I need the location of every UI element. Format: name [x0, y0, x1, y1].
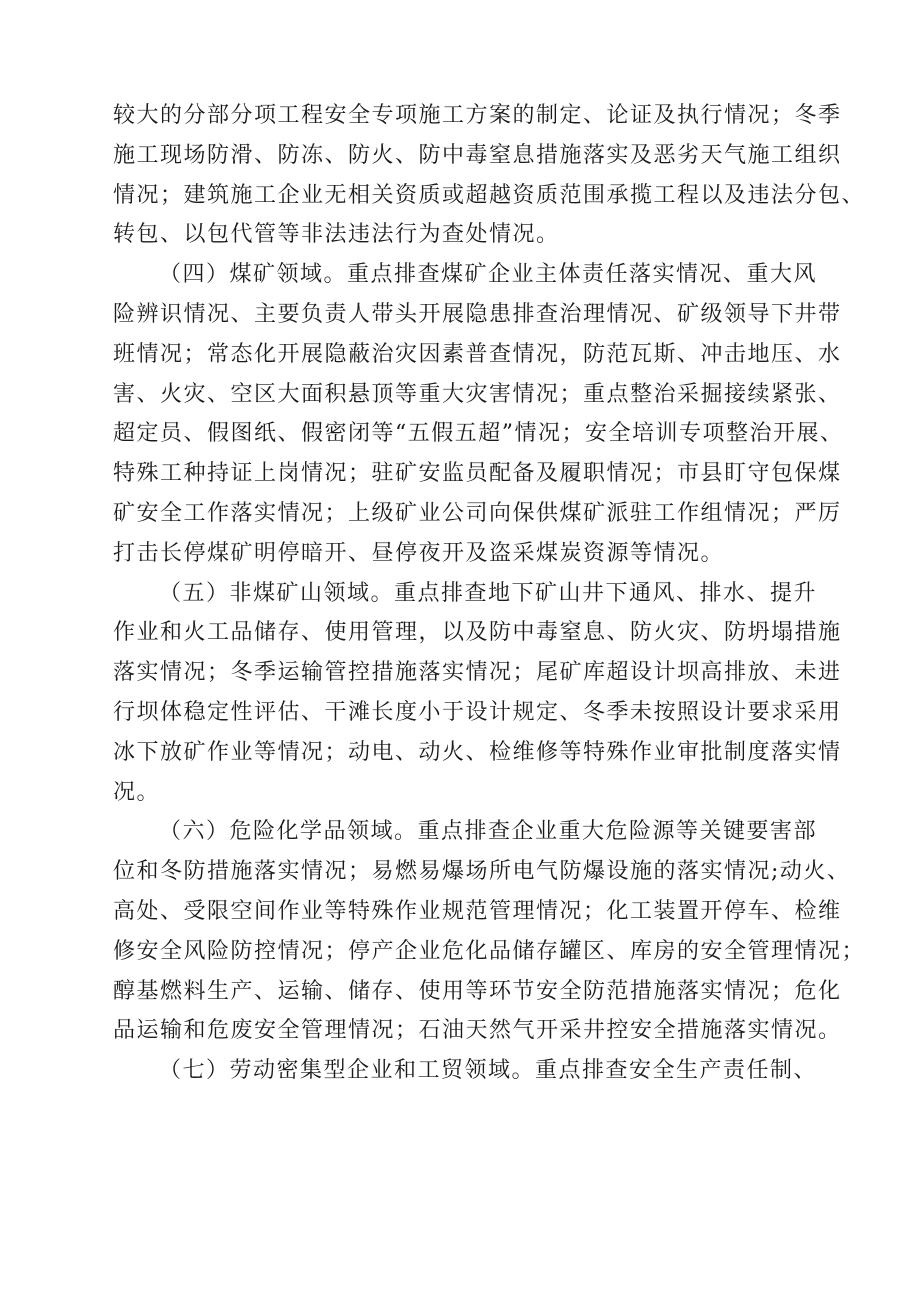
text-line: 位和冬防措施落实情况；易燃易爆场所电气防爆设施的落实情况;动火、	[113, 859, 851, 885]
text-line: 害、火灾、空区大面积悬顶等重大灾害情况；重点整治采掘接续紧张、	[113, 381, 842, 407]
text-line: 超定员、假图纸、假密闭等“五假五超”情况；安全培训专项整治开展、	[113, 421, 844, 447]
text-line: 施工现场防滑、防冻、防火、防中毒窒息措施落实及恶劣天气施工组织	[113, 142, 842, 168]
text-line: 险辨识情况、主要负责人带头开展隐患排查治理情况、矿级领导下井带	[113, 301, 842, 327]
document-body	[113, 96, 866, 1091]
text-line: 品运输和危废安全管理情况；石油天然气开采井控安全措施落实情况。	[113, 1018, 842, 1044]
paragraph-labor-intensive	[113, 1051, 833, 1091]
text-line: （五）非煤矿山领域。重点排查地下矿山井下通风、排水、提升	[159, 580, 818, 606]
text-line: 班情况；常态化开展隐蔽治灾因素普查情况，防范瓦斯、冲击地压、水	[113, 341, 842, 367]
text-line: 落实情况；冬季运输管控措施落实情况；尾矿库超设计坝高排放、未进	[113, 660, 842, 686]
paragraph-hazardous-chemicals	[113, 812, 866, 1051]
text-line: 高处、受限空间作业等特殊作业规范管理情况；化工装置开停车、检维	[113, 898, 842, 924]
text-line: 修安全风险防控情况；停产企业危化品储存罐区、库房的安全管理情况；	[113, 938, 866, 964]
text-line: 矿安全工作落实情况；上级矿业公司向保供煤矿派驻工作组情况；严厉	[113, 500, 842, 526]
text-line: 行坝体稳定性评估、干滩长度小于设计规定、冬季未按照设计要求采用	[113, 699, 842, 725]
text-line: 较大的分部分项工程安全专项施工方案的制定、论证及执行情况；冬季	[113, 103, 842, 128]
text-line: 打击长停煤矿明停暗开、昼停夜开及盗采煤炭资源等情况。	[113, 540, 725, 566]
text-line: 作业和火工品储存、使用管理，以及防中毒窒息、防火灾、防坍塌措施	[113, 620, 842, 646]
text-line: 醇基燃料生产、运输、储存、使用等环节安全防范措施落实情况；危化	[113, 978, 842, 1004]
text-line: 特殊工种持证上岗情况；驻矿安监员配备及履职情况；市县盯守包保煤	[113, 461, 842, 487]
text-line: 冰下放矿作业等情况；动电、动火、检维修等特殊作业审批制度落实情	[113, 739, 842, 765]
paragraph-non-coal-mine	[113, 574, 842, 813]
text-line: （四）煤矿领域。重点排查煤矿企业主体责任落实情况、重大风	[159, 262, 818, 288]
text-line: 况。	[113, 779, 161, 805]
text-line: 转包、以包代管等非法违法行为查处情况。	[113, 222, 560, 248]
text-line: 情况；建筑施工企业无相关资质或超越资质范围承揽工程以及违法分包、	[113, 182, 866, 208]
text-line: （七）劳动密集型企业和工贸领域。重点排查安全生产责任制、	[159, 1058, 818, 1084]
paragraph-construction-continued	[113, 96, 866, 255]
paragraph-coal-mine	[113, 255, 844, 573]
text-line: （六）危险化学品领域。重点排查企业重大危险源等关键要害部	[159, 819, 818, 845]
